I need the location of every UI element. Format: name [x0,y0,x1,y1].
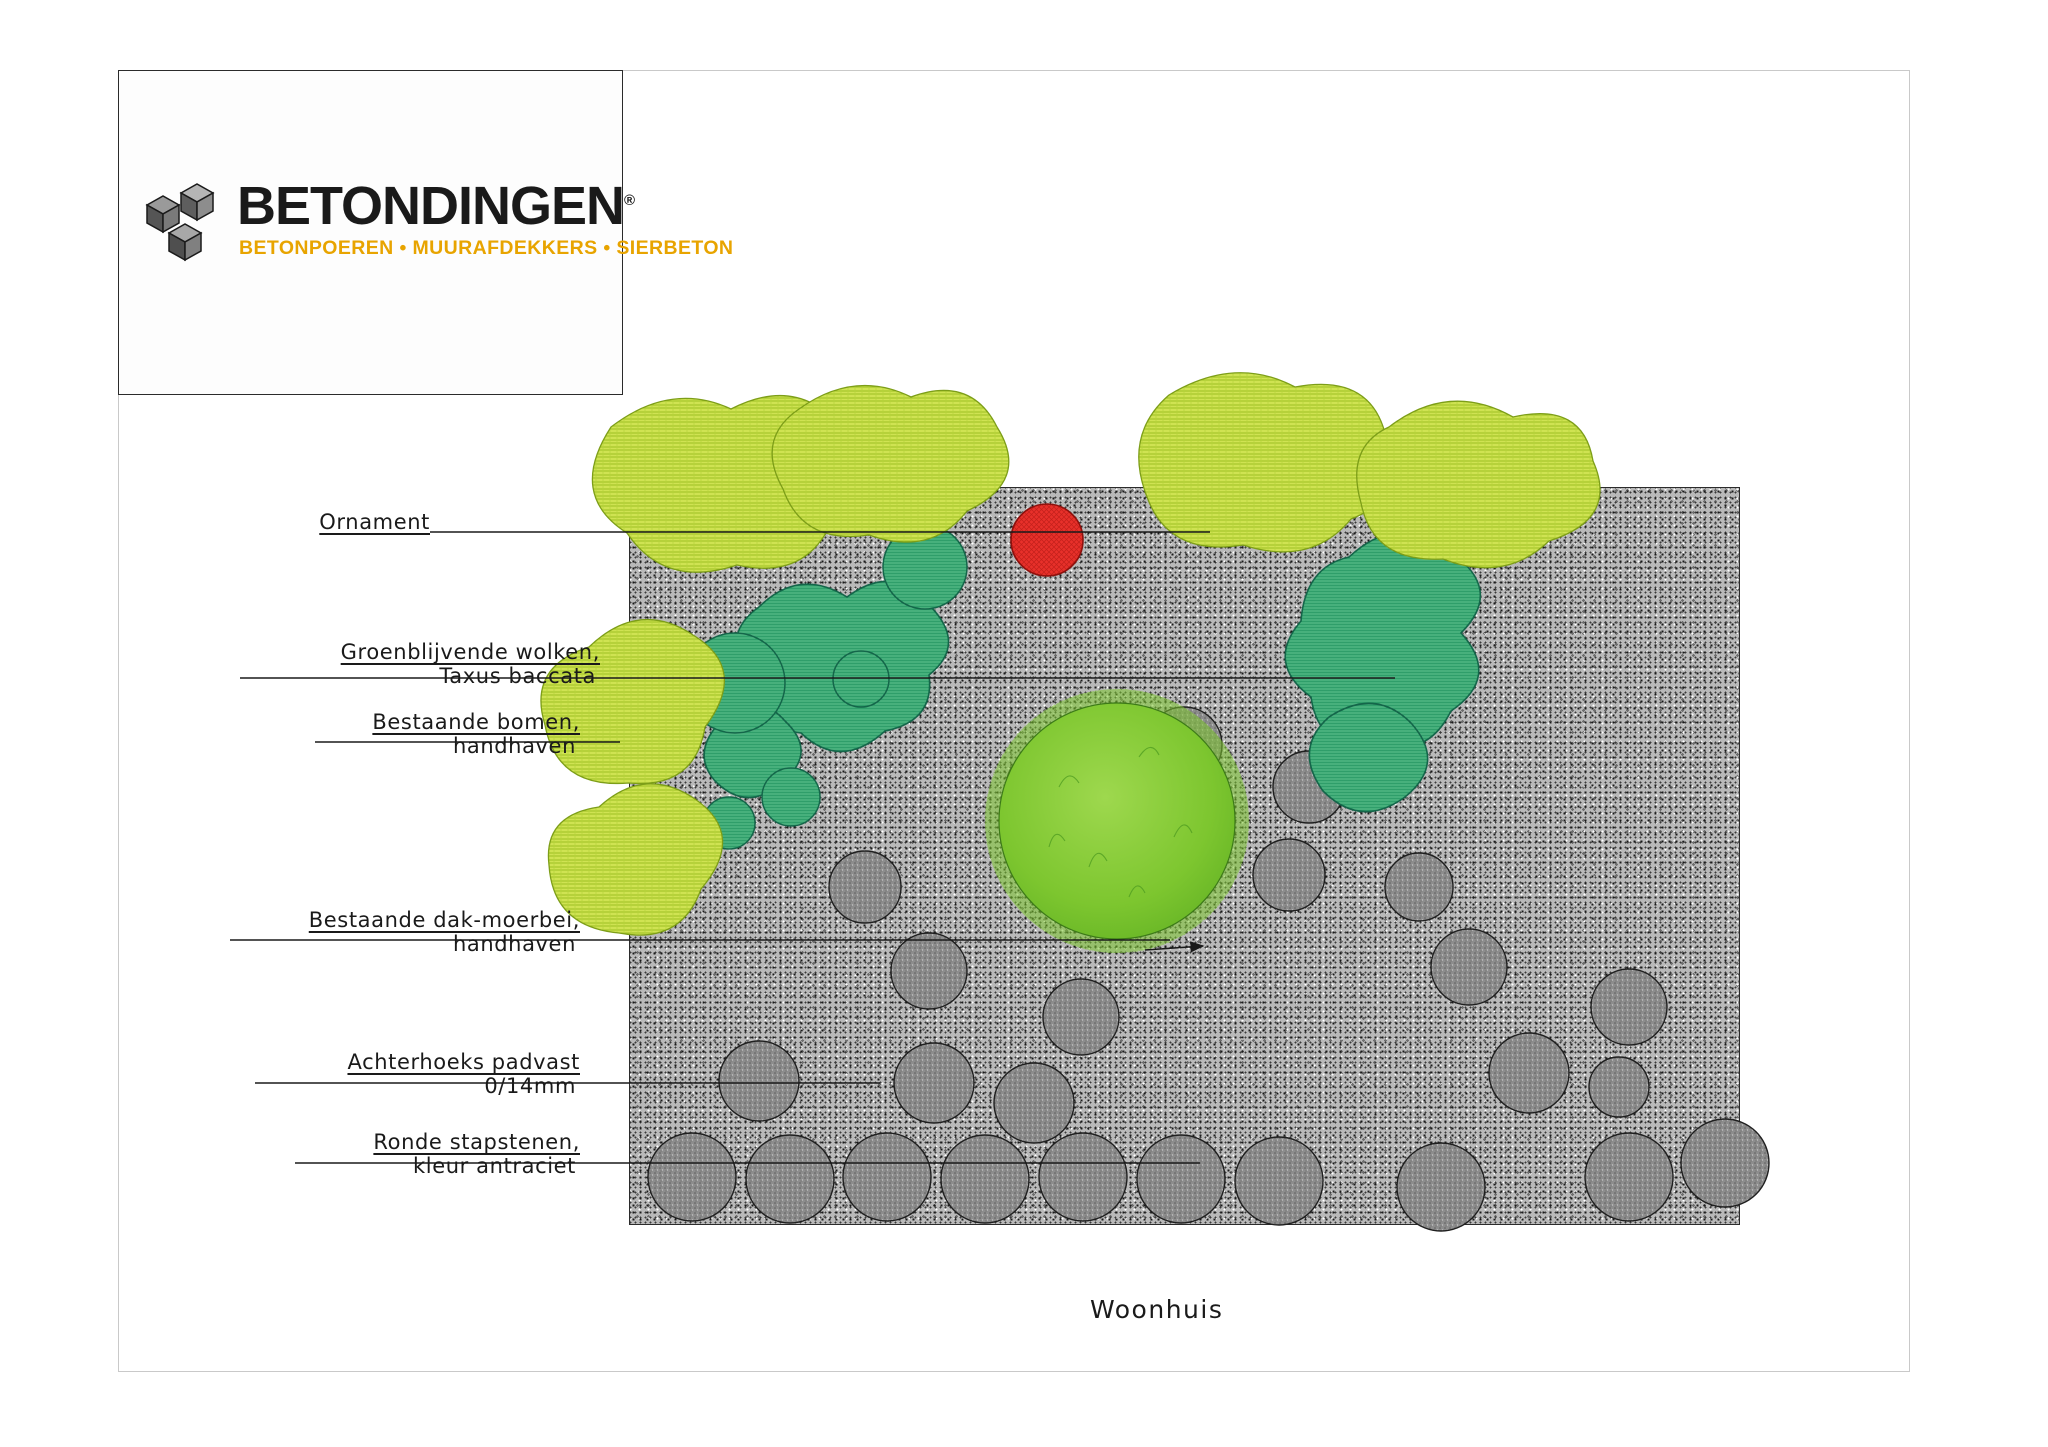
logo-wordmark-text: BETONDINGEN [237,176,625,236]
label-bestaande-dak-moerbei-line2: handhaven [452,932,576,956]
label-ornament-line1: Ornament [319,510,430,534]
label-achterhoeks-padvast-line1: Achterhoeks padvast [347,1050,580,1074]
label-bestaande-bomen-line1: Bestaande bomen, [372,710,580,734]
label-groenblijvende-wolken [341,640,600,688]
label-achterhoeks-padvast-line2: 0/14mm [484,1074,576,1098]
registered-mark: ® [624,192,635,209]
label-bestaande-dak-moerbei [309,908,580,956]
label-achterhoeks-padvast [347,1050,580,1098]
label-bestaande-dak-moerbei-line1: Bestaande dak-moerbei, [308,908,580,932]
logo-tagline: BETONPOEREN • MUURAFDEKKERS • SIERBETON [239,237,734,259]
label-bestaande-bomen-line2: handhaven [452,734,576,758]
label-groenblijvende-wolken-line1: Groenblijvende wolken, [340,640,600,664]
label-ronde-stapstenen-line1: Ronde stapstenen, [373,1130,580,1154]
label-groenblijvende-wolken-line2: Taxus baccata [439,664,596,688]
plan-caption: Woonhuis [1090,1295,1224,1324]
label-ronde-stapstenen-line2: kleur antraciet [413,1154,576,1178]
label-ronde-stapstenen [373,1130,580,1178]
label-bestaande-bomen [372,710,580,758]
label-ornament [319,510,430,534]
